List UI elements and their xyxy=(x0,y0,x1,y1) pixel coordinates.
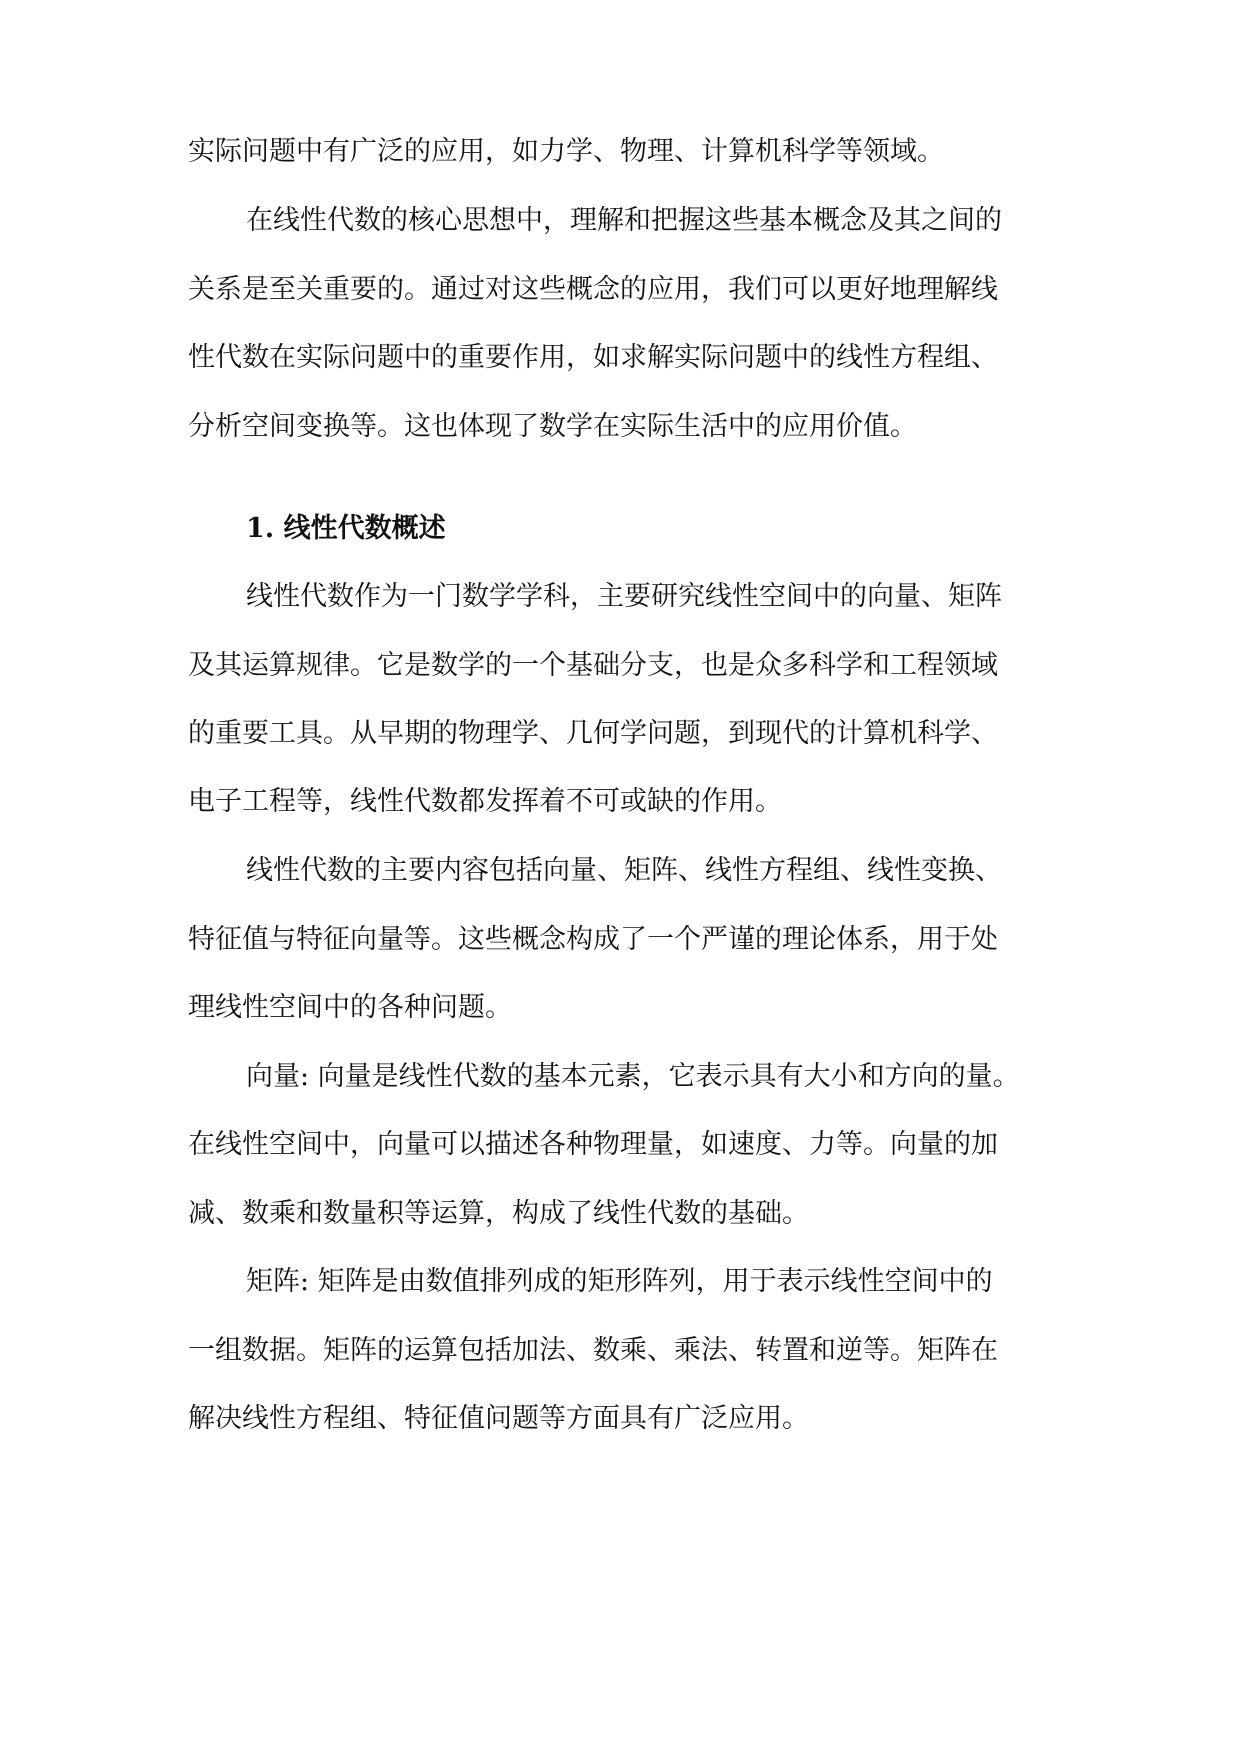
paragraph-line: 分析空间变换等。这也体现了数学在实际生活中的应用价值。 xyxy=(188,411,917,442)
paragraph-line: 在线性空间中，向量可以描述各种物理量，如速度、力等。向量的加 xyxy=(188,1129,998,1160)
paragraph-line: 性代数在实际问题中的重要作用，如求解实际问题中的线性方程组、 xyxy=(188,342,998,373)
paragraph-line: 线性代数作为一门数学学科，主要研究线性空间中的向量、矩阵 xyxy=(246,581,1002,612)
paragraph-line: 线性代数的主要内容包括向量、矩阵、线性方程组、线性变换、 xyxy=(246,855,1002,886)
paragraph-line: 及其运算规律。它是数学的一个基础分支，也是众多科学和工程领域 xyxy=(188,650,998,681)
paragraph-line: 矩阵: 矩阵是由数值排列成的矩形阵列，用于表示线性空间中的 xyxy=(246,1266,993,1297)
paragraph-line: 一组数据。矩阵的运算包括加法、数乘、乘法、转置和逆等。矩阵在 xyxy=(188,1335,998,1366)
paragraph-line: 理线性空间中的各种问题。 xyxy=(188,992,512,1023)
section-heading: 1. 线性代数概述 xyxy=(246,513,446,544)
paragraph-line: 在线性代数的核心思想中，理解和把握这些基本概念及其之间的 xyxy=(246,205,1002,236)
paragraph-line: 解决线性方程组、特征值问题等方面具有广泛应用。 xyxy=(188,1403,809,1434)
paragraph-line: 的重要工具。从早期的物理学、几何学问题，到现代的计算机科学、 xyxy=(188,718,998,749)
paragraph-line: 电子工程等，线性代数都发挥着不可或缺的作用。 xyxy=(188,786,782,817)
paragraph-line: 减、数乘和数量积等运算，构成了线性代数的基础。 xyxy=(188,1198,809,1229)
paragraph-line: 特征值与特征向量等。这些概念构成了一个严谨的理论体系，用于处 xyxy=(188,924,998,955)
paragraph-line: 实际问题中有广泛的应用，如力学、物理、计算机科学等领域。 xyxy=(188,136,944,167)
paragraph-line: 关系是至关重要的。通过对这些概念的应用，我们可以更好地理解线 xyxy=(188,274,998,305)
paragraph-line: 向量: 向量是线性代数的基本元素，它表示具有大小和方向的量。 xyxy=(246,1061,1020,1092)
